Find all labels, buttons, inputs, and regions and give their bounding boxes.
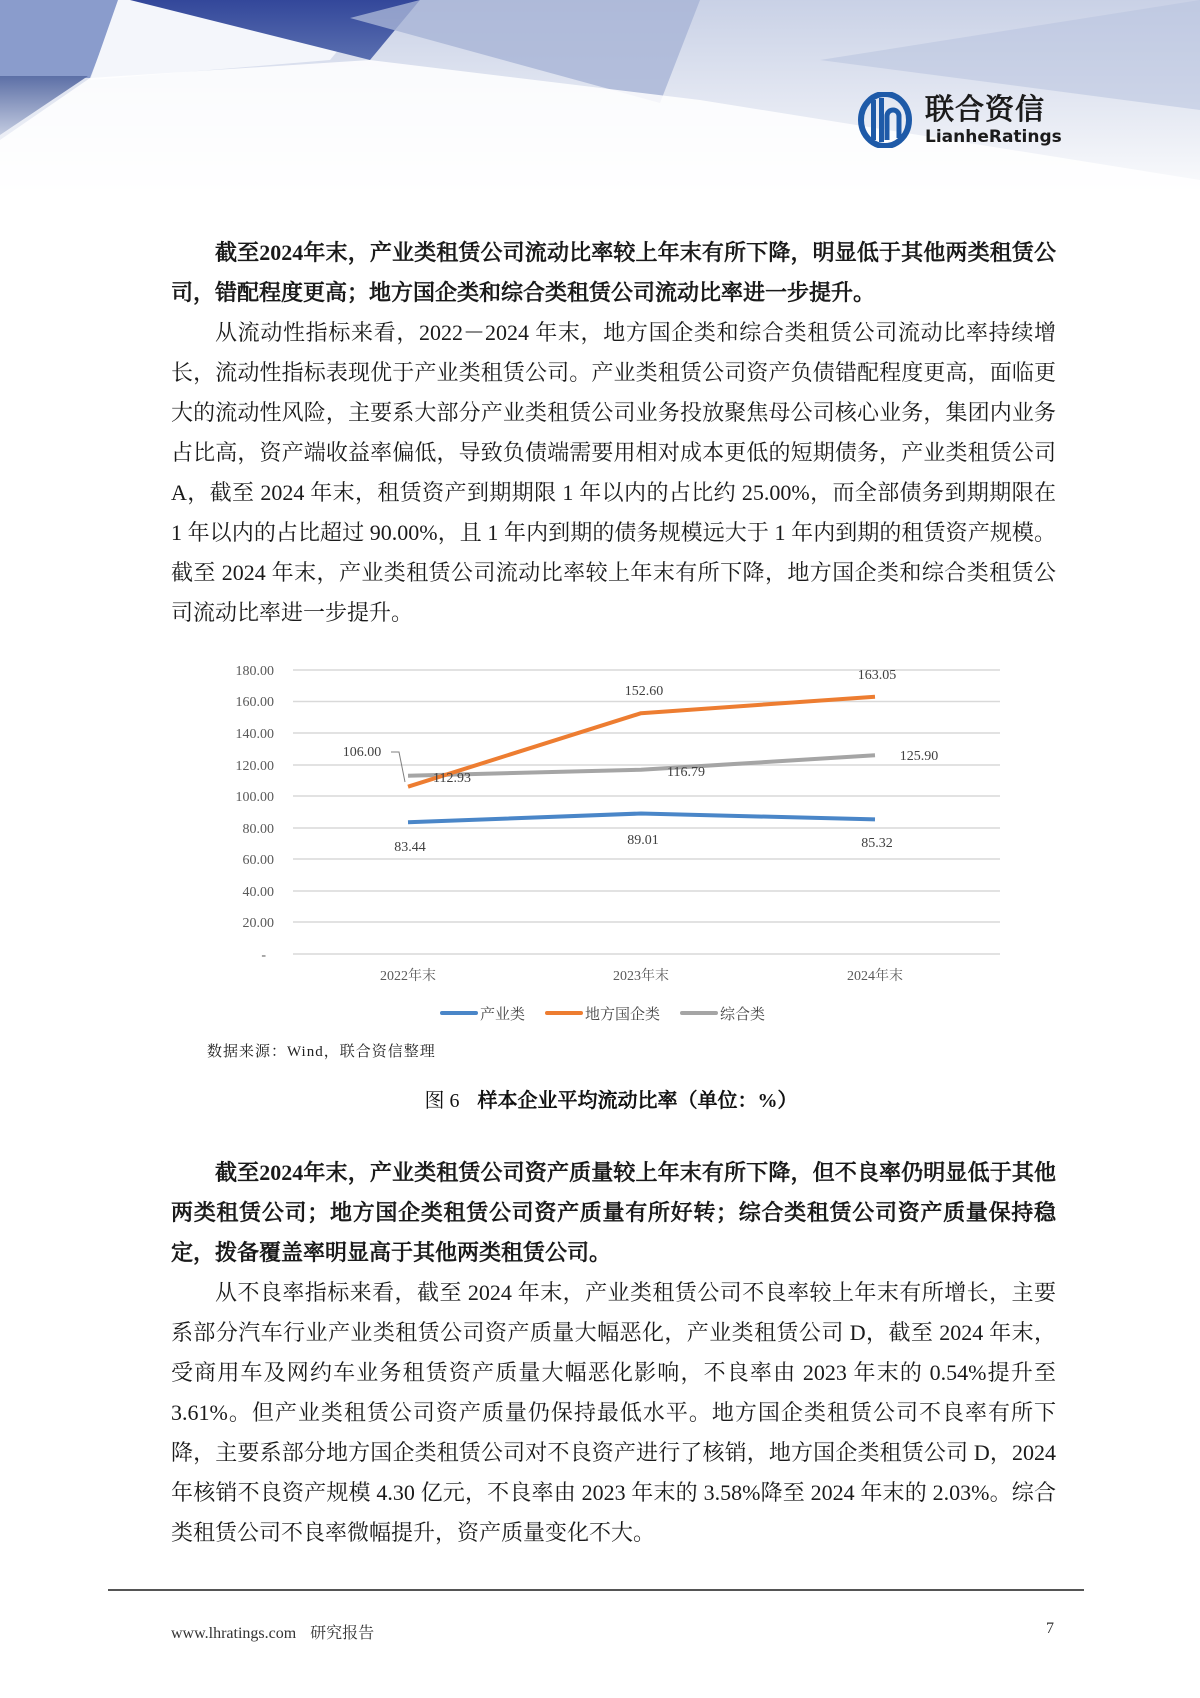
section2-body-block bbox=[171, 1273, 1056, 1553]
section2-body: 从不良率指标来看，截至 2024 年末，产业类租赁公司不良率较上年末有所增长，主要系部分汽车行业产业类租赁公司资产质量大幅恶化，产业类租赁公司 D，截至 2024 年末，受商用车及网约车业务租赁资产质量大幅恶化影响，不良率由 2023 年末的 0.54%提升至 3.61%。但产业类租赁公司资产质量仍保持最低水平。地方国企类租赁公司不良率有所下降，主要系部分地方国企类租赁公司对不良资产进行了核销，地方国企类租赁公司 D，2024 年核销不良资产规模 4.30 亿元，不良率由 2023 年末的 3.58%降至 2024 年末的 2.03%。综合类租赁公司不良率微幅提升，资产质量变化不大。 bbox=[171, 1280, 1056, 1545]
section1-body: 从流动性指标来看，2022－2024 年末，地方国企类和综合类租赁公司流动比率持续增长，流动性指标表现优于产业类租赁公司。产业类租赁公司资产负债错配程度更高，面临更大的流动性风险，主要系大部分产业类租赁公司业务投放聚焦母公司核心业务，集团内业务占比高，资产端收益率偏低，导致负债端需要用相对成本更低的短期债务，产业类租赁公司 A，截至 2024 年末，租赁资产到期期限 1 年以内的占比约 25.00%，而全部债务到期期限在 1 年以内的占比超过 90.00%，且 1 年内到期的债务规模远大于 1 年内到期的租赁资产规模。截至 2024 年末，产业类租赁公司流动比率较上年末有所下降，地方国企类和综合类租赁公司流动比率进一步提升。 bbox=[171, 320, 1056, 625]
chart-legend bbox=[440, 1003, 765, 1023]
figure-number: 图 6 bbox=[424, 1090, 460, 1112]
legend-item-zonghelei bbox=[680, 1003, 765, 1024]
legend-swatch-icon bbox=[440, 1011, 478, 1015]
legend-swatch-icon bbox=[545, 1011, 583, 1015]
y-tick: 140.00 bbox=[235, 727, 274, 742]
y-axis-tick-labels bbox=[236, 664, 275, 963]
section2-heading-block bbox=[171, 1153, 1056, 1273]
svg-text:83.44: 83.44 bbox=[394, 840, 426, 855]
y-tick: 60.00 bbox=[242, 853, 274, 868]
x-axis-tick-labels bbox=[380, 967, 903, 984]
figure-title: 样本企业平均流动比率（单位：%） bbox=[477, 1090, 798, 1112]
svg-text:112.93: 112.93 bbox=[433, 771, 471, 786]
x-tick: 2023年末 bbox=[613, 969, 669, 984]
legend-label: 地方国企类 bbox=[585, 1006, 661, 1023]
header-banner bbox=[0, 0, 1200, 210]
section1-heading: 截至2024年末，产业类租赁公司流动比率较上年末有所下降，明显低于其他两类租赁公司，错配程度更高；地方国企类和综合类租赁公司流动比率进一步提升。 bbox=[171, 240, 1056, 305]
logo-chinese-name: 联合资信 bbox=[925, 92, 1046, 126]
y-tick: - bbox=[261, 948, 266, 963]
data-labels bbox=[343, 668, 939, 855]
legend-item-difangguoqilei bbox=[545, 1003, 660, 1024]
label-leader-line bbox=[391, 752, 405, 782]
footer-website-link[interactable]: www.lhratings.com bbox=[171, 1625, 297, 1642]
company-logo bbox=[857, 92, 1067, 152]
legend-item-chanyelei bbox=[440, 1003, 525, 1024]
y-tick: 120.00 bbox=[235, 759, 274, 774]
legend-swatch-icon bbox=[680, 1011, 718, 1015]
y-tick: 100.00 bbox=[235, 790, 274, 805]
section1-body-block bbox=[171, 313, 1056, 633]
page-number: 7 bbox=[1046, 1620, 1054, 1637]
chart-canvas bbox=[200, 650, 1020, 1030]
x-tick: 2024年末 bbox=[847, 969, 903, 984]
section2-heading: 截至2024年末，产业类租赁公司资产质量较上年末有所下降，但不良率仍明显低于其他两类租赁公司；地方国企类租赁公司资产质量有所好转；综合类租赁公司资产质量保持稳定，拨备覆盖率明显高于其他两类租赁公司。 bbox=[171, 1160, 1056, 1265]
y-tick: 180.00 bbox=[235, 664, 274, 679]
figure-caption bbox=[0, 1084, 1200, 1113]
logo-english-name: LianheRatings bbox=[925, 127, 1062, 147]
y-tick: 160.00 bbox=[235, 695, 274, 710]
y-tick: 20.00 bbox=[242, 916, 274, 931]
series-line-chanyelei bbox=[408, 814, 875, 823]
svg-text:85.32: 85.32 bbox=[861, 836, 893, 851]
svg-text:106.00: 106.00 bbox=[342, 745, 382, 760]
svg-text:89.01: 89.01 bbox=[627, 833, 659, 848]
legend-label: 产业类 bbox=[480, 1006, 526, 1023]
data-source-note: 数据来源：Wind，联合资信整理 bbox=[207, 1044, 436, 1060]
y-tick: 40.00 bbox=[242, 885, 274, 900]
svg-text:163.05: 163.05 bbox=[857, 668, 897, 683]
current-ratio-line-chart bbox=[200, 650, 1020, 1030]
y-tick: 80.00 bbox=[242, 822, 274, 837]
svg-text:125.90: 125.90 bbox=[899, 749, 939, 764]
footer-divider bbox=[108, 1589, 1084, 1591]
svg-text:152.60: 152.60 bbox=[624, 684, 664, 699]
section1-heading-block bbox=[171, 233, 1056, 313]
svg-text:116.79: 116.79 bbox=[667, 765, 705, 780]
lianhe-logo-icon bbox=[857, 92, 913, 148]
x-tick: 2022年末 bbox=[380, 969, 436, 984]
footer-left bbox=[171, 1620, 374, 1643]
footer-report-type: 研究报告 bbox=[310, 1625, 375, 1642]
legend-label: 综合类 bbox=[720, 1006, 766, 1023]
